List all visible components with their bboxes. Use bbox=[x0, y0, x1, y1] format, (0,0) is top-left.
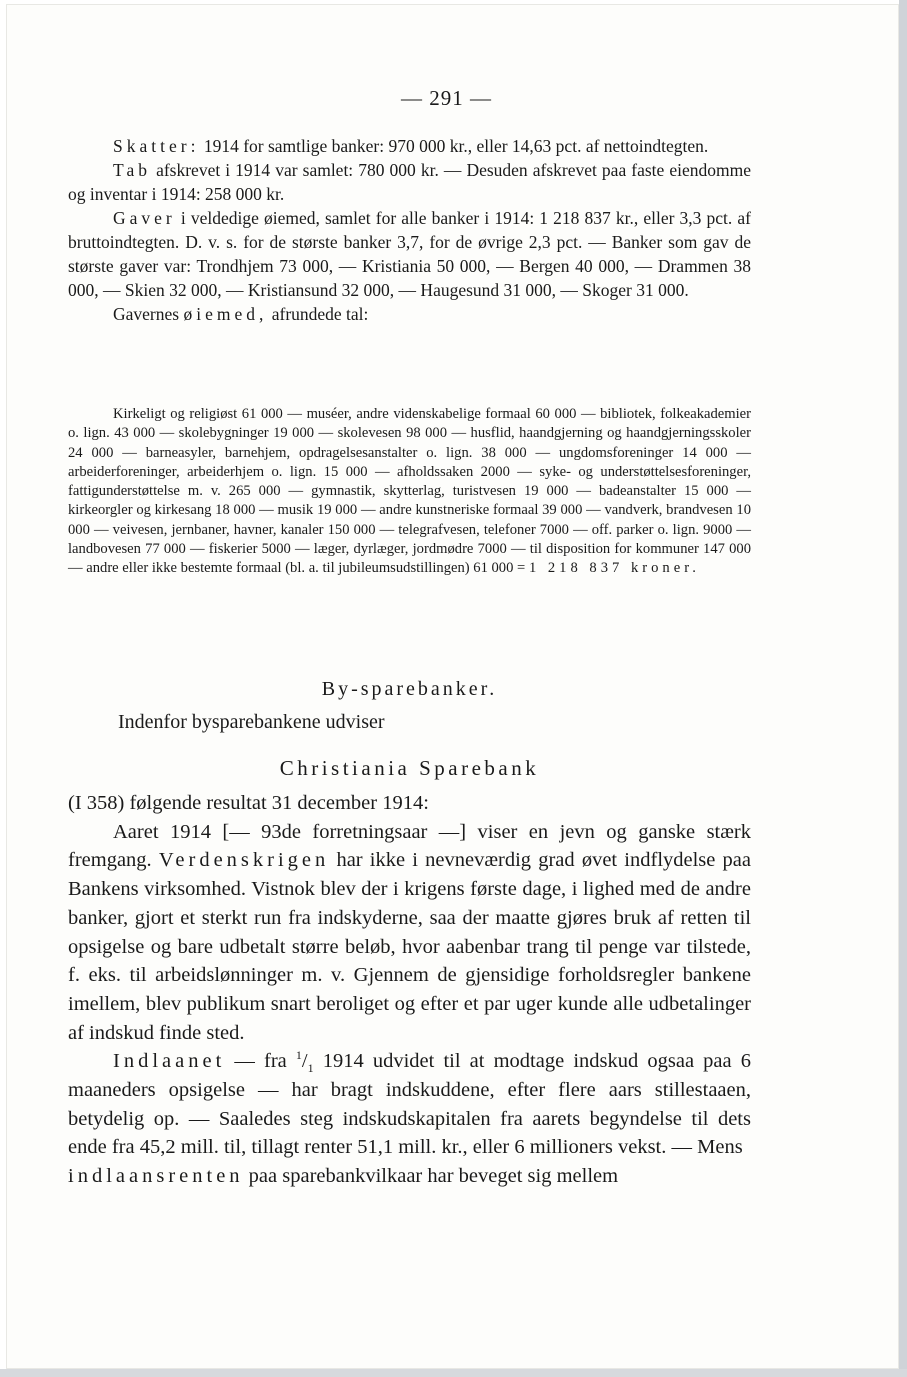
text-gaver: i veldedige øiemed, samlet for alle banker i 1914: 1 218 837 kr., eller 3,3 pct. af bruttoindtegten. D. v. s. for de største banker 3,7, for de øvrige 2,3 pct. — Banker som gav de største gaver var: Trondhjem 73 000, — Kristiania 50 000, — Bergen 40 000, — Drammen 38 000, — Skien 32 000, — Kristiansund 32 000, — Haugesund 31 000, — Skoger 31 000. bbox=[68, 208, 751, 300]
paragraph-gaver bbox=[68, 206, 751, 302]
text-tab: afskrevet i 1914 var samlet: 780 000 kr. — Desuden afskrevet paa faste eiendomme og inventar i 1914: 258 000 kr. bbox=[68, 160, 752, 204]
fraction-denominator: 1 bbox=[307, 1061, 314, 1076]
section-taxes-gifts bbox=[68, 134, 751, 326]
scan-edge-bottom bbox=[0, 1369, 907, 1377]
label-gaver: Gaver bbox=[113, 208, 176, 228]
bank-result-line: (I 358) følgende resultat 31 december 1914: bbox=[68, 792, 429, 814]
page-number: — 291 — bbox=[401, 86, 492, 110]
label-indlaansrenten: indlaansrenten bbox=[68, 1165, 244, 1188]
text-aaret-b: har ikke i nevneværdig grad øvet indflydelse paa Bankens virksomhed. Vistnok blev der i krigens første dage, i lighed med de andre banker, gjort et sterkt run fra indskyderne, saa der maatte gjøres bruk af retten til opsigelse og bare udbetalt større beløb, hvor aabenbar trang til penge var tilstede, f. eks. til arbeidslønninger m. v. Gjennem de gjensidige forholdsregler bankene imellem, blev publikum snart beroliget og efter et par uger kunde alle udbetalinger af indskud finde sted. bbox=[68, 849, 752, 1044]
text-gavernes-pre: Gavernes bbox=[113, 304, 180, 324]
fraction-numerator: 1 bbox=[295, 1048, 302, 1063]
label-oiemed: øiemed, bbox=[183, 304, 268, 324]
heading-christiania-sparebank: Christiania Sparebank bbox=[279, 756, 540, 780]
label-tab: Tab bbox=[113, 160, 151, 180]
paragraph-aaret bbox=[68, 818, 751, 1048]
text-indlaanet-pre: — fra bbox=[234, 1050, 287, 1073]
gift-list-text: Kirkeligt og religiøst 61 000 — muséer, andre videnskabelige formaal 60 000 — bibliotek, folkeakademier o. lign. 43 000 — skolebygninger 19 000 — skolevesen 98 000 — husflid, haandgjerning og haandgjerningsskoler 24 000 — barneasyler, barnehjem, opdragelsesanstalter o. lign. 38 000 — ungdomsforeninger 14 000 — arbeiderforeninger, arbeiderhjem o. lign. 15 000 — afholdssaken 2000 — syke- og understøttelsesforeninger, fattigunderstøttelse m. v. 265 000 — gymnastik, skytterlag, turistvesen 19 000 — badeanstalter 15 000 — kirkeorgler og kirkesang 18 000 — musik 19 000 — andre kunstneriske formaal 39 000 — vandverk, brandvesen 10 000 — veivesen, jernbaner, havner, kanaler 150 000 — telegrafvesen, telefoner 7000 — off. parker o. lign. 9000 — landbovesen 77 000 — fiskerier 5000 — læger, dyrlæger, jordmødre 7000 — til disposition for kommuner 147 000 — andre eller ikke bestemte formaal (bl. a. til jubileumsudstillingen) 61 000 = bbox=[68, 406, 751, 577]
gift-list-paragraph bbox=[68, 405, 751, 579]
text-aaret-a: Aaret 1914 [— 93de forretningsaar —] viser en jevn og ganske stærk fremgang. bbox=[68, 820, 751, 872]
paragraph-skatter bbox=[68, 134, 751, 158]
text-indlaansrenten: paa sparebankvilkaar har beveget sig mellem bbox=[248, 1165, 619, 1188]
paragraph-indlaanet bbox=[68, 1047, 751, 1162]
label-verdenskrigen: Verdenskrigen bbox=[158, 849, 330, 872]
paragraph-gavernes bbox=[68, 302, 751, 326]
label-skatter: Skatter: bbox=[113, 136, 200, 156]
date-fraction: $^1/_1$ bbox=[295, 1048, 314, 1076]
text-indlaanet: 1914 udvidet til at modtage indskud ogsaa paa 6 maaneders opsigelse — har bragt indskuddene, efter flere aars stillestaaen, betydelig op. — Saaledes steg indskudskapitalen fra aarets begyndelse til dets ende fra 45,2 mill. til, tillagt renter 51,1 mill. kr., eller 6 millioners vekst. — Mens bbox=[68, 1050, 751, 1159]
paragraph-tab bbox=[68, 158, 751, 206]
section-christiania-sparebank bbox=[68, 789, 751, 1191]
text-gavernes-post: afrundede tal: bbox=[271, 304, 369, 324]
text-skatter: 1914 for samtlige banker: 970 000 kr., eller 14,63 pct. af nettoindtegten. bbox=[203, 136, 709, 156]
label-indlaanet: Indlaanet bbox=[113, 1050, 226, 1073]
gift-list bbox=[68, 405, 751, 579]
heading-by-sparebanker: By-sparebanker. bbox=[321, 678, 498, 700]
scan-edge-right bbox=[899, 0, 907, 1377]
intro-bysparebanker: Indenfor bysparebankene udviser bbox=[118, 711, 385, 733]
paragraph-indlaansrenten bbox=[68, 1162, 751, 1191]
gift-list-total: 1 218 837 kroner. bbox=[528, 560, 700, 577]
